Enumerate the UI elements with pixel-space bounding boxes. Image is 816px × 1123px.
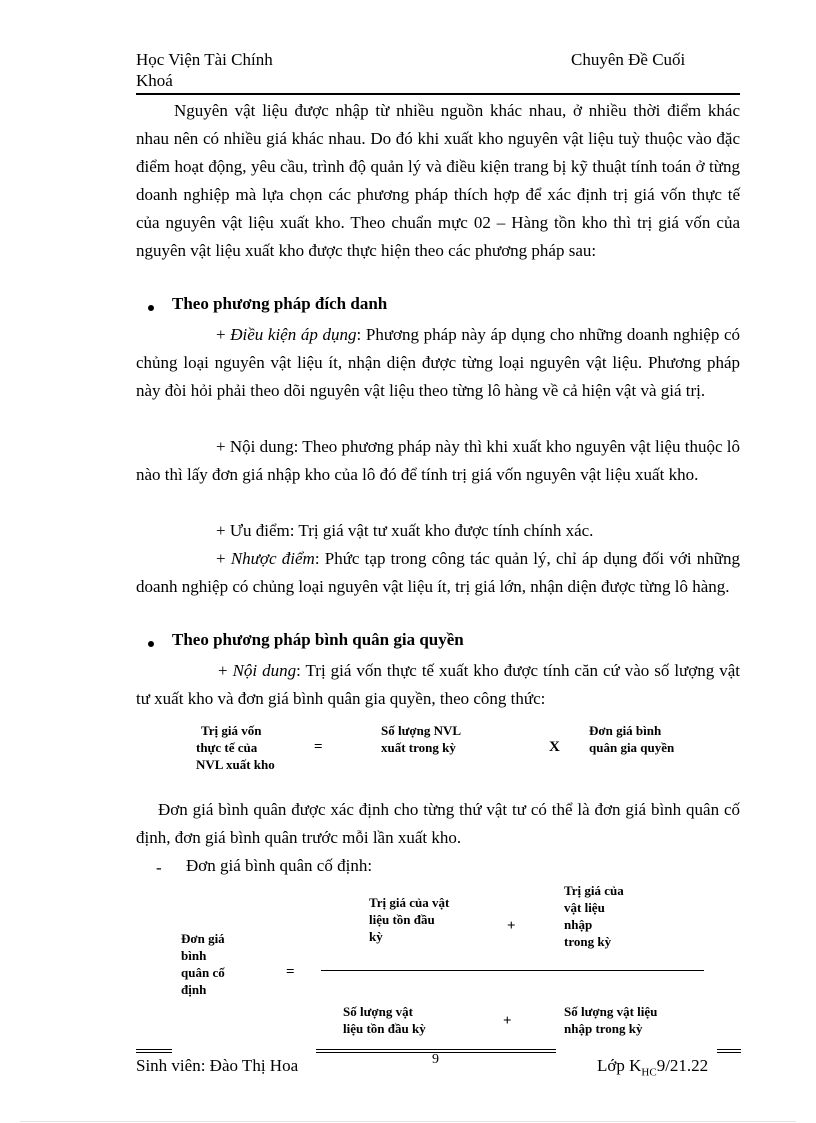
formula-2-numerator-plus: + xyxy=(507,918,516,934)
bullet-icon xyxy=(148,305,154,311)
formula-2-numerator-1: Trị giá của vật liệu tồn đầu kỳ xyxy=(369,895,450,944)
disadvantage-label: Nhược điểm xyxy=(230,549,315,568)
footer-rule-right xyxy=(717,1049,741,1050)
header-khoa: Khoá xyxy=(136,71,173,90)
header-institution: Học Viện Tài Chính xyxy=(136,50,273,69)
formula-2-equals: = xyxy=(286,964,295,980)
content-text: : Trị giá vốn thực tế xuất kho được tính căn cứ vào số lượng vật tư xuất kho và đơn giá bình quân gia quyền, theo công thức: xyxy=(136,661,741,708)
footer-rule-right xyxy=(717,1052,741,1053)
section-2-title: Theo phương pháp bình quân gia quyền xyxy=(172,630,464,649)
section-1-condition: + Điều kiện áp dụng: Phương pháp này áp dụng cho những doanh nghiệp có chủng loại nguyên vật liệu ít, nhận diện được từng loại nguyên vật liệu. Phương pháp này đòi hỏi phải theo dõi nguyên vật liệu theo từng lô hàng về cả hiện vật và giá trị. xyxy=(136,325,741,400)
formula-2-numerator-2: Trị giá của vật liệu nhập trong kỳ xyxy=(564,883,624,949)
page-bottom-border xyxy=(20,1121,796,1122)
formula-2-denominator-2: Số lượng vật liệu nhập trong kỳ xyxy=(564,1004,658,1036)
footer-student: Sinh viên: Đào Thị Hoa xyxy=(136,1056,299,1075)
bullet-icon xyxy=(148,641,154,647)
footer-rule-left xyxy=(136,1052,172,1053)
page-number: 9 xyxy=(432,1052,439,1067)
formula-2-denominator-1: Số lượng vật liệu tồn đầu kỳ xyxy=(343,1004,426,1036)
footer-class: Lớp $K_{HC}9/21.22$ xyxy=(597,1056,709,1079)
dash-icon: - xyxy=(156,858,162,877)
dash-item: Đơn giá bình quân cố định: xyxy=(186,856,373,875)
condition-label: Điều kiện áp dụng xyxy=(230,325,357,344)
section-1-title: Theo phương pháp đích danh xyxy=(172,294,388,313)
formula-2-denominator-plus: + xyxy=(503,1013,512,1029)
fraction-bar xyxy=(321,970,704,971)
section-1-content: + Nội dung: Theo phương pháp này thì khi xuất kho nguyên vật liệu thuộc lô nào thì lấy đơn giá nhập kho của lô đó để tính trị giá vốn nguyên vật liệu xuất kho. xyxy=(136,437,740,484)
formula-1-equals: = xyxy=(314,739,323,755)
header-document-type: Chuyên Đề Cuối xyxy=(571,50,686,69)
header-rule xyxy=(136,93,740,95)
section-2-content: + Nội dung: Trị giá vốn thực tế xuất kho được tính căn cứ vào số lượng vật tư xuất kho và đơn giá bình quân gia quyền, theo công thức: xyxy=(136,661,741,708)
intro-paragraph: Nguyên vật liệu được nhập từ nhiều nguồn khác nhau, ở nhiều thời điểm khác nhau nên có nhiều giá khác nhau. Do đó khi xuất kho nguyên vật liệu tuỳ thuộc vào đặc điểm hoạt động, yêu cầu, trình độ quản lý và điều kiện trang bị kỹ thuật tính toán ở từng doanh nghiệp mà lựa chọn các phương pháp thích hợp để xác định trị giá vốn thực tế của nguyên vật liệu xuất kho. Theo chuẩn mực 02 – Hàng tồn kho thì trị giá vốn của nguyên vật liệu xuất kho được thực hiện theo các phương pháp sau: xyxy=(136,101,740,260)
formula-1-lhs: Trị giá vốn thực tế của NVL xuất kho xyxy=(196,723,275,772)
formula-1-term-2: Đơn giá bình quân gia quyền xyxy=(589,723,675,755)
section-1-advantage: + Ưu điểm: Trị giá vật tư xuất kho được tính chính xác. xyxy=(216,521,594,540)
formula-2-lhs: Đơn giá bình quân cố định xyxy=(181,931,225,997)
section-1-disadvantage: + Nhược điểm: Phức tạp trong công tác quản lý, chỉ áp dụng đối với những doanh nghiệp có chủng loại nguyên vật liệu ít, trị giá lớn, nhận diện được từng lô hàng. xyxy=(136,549,741,596)
condition-text: : Phương pháp này áp dụng cho những doanh nghiệp có chủng loại nguyên vật liệu ít, nhận diện được từng loại nguyên vật liệu. Phương pháp này đòi hỏi phải theo dõi nguyên vật liệu theo từng lô hàng về cả hiện vật và giá trị. xyxy=(136,325,741,400)
formula-1-term-1: Số lượng NVL xuất trong kỳ xyxy=(381,723,462,755)
footer-rule-left xyxy=(136,1049,172,1050)
after-formula-paragraph: Đơn giá bình quân được xác định cho từng thứ vật tư có thể là đơn giá bình quân cố định, đơn giá bình quân trước mỗi lần xuất kho. xyxy=(136,800,740,847)
formula-1-times: X xyxy=(549,739,560,755)
content-label: Nội dung xyxy=(232,661,297,680)
footer-rule-center xyxy=(316,1049,556,1050)
disadvantage-text: : Phức tạp trong công tác quản lý, chỉ áp dụng đối với những doanh nghiệp có chủng loại nguyên vật liệu ít, trị giá lớn, nhận diện được từng lô hàng. xyxy=(136,549,741,596)
